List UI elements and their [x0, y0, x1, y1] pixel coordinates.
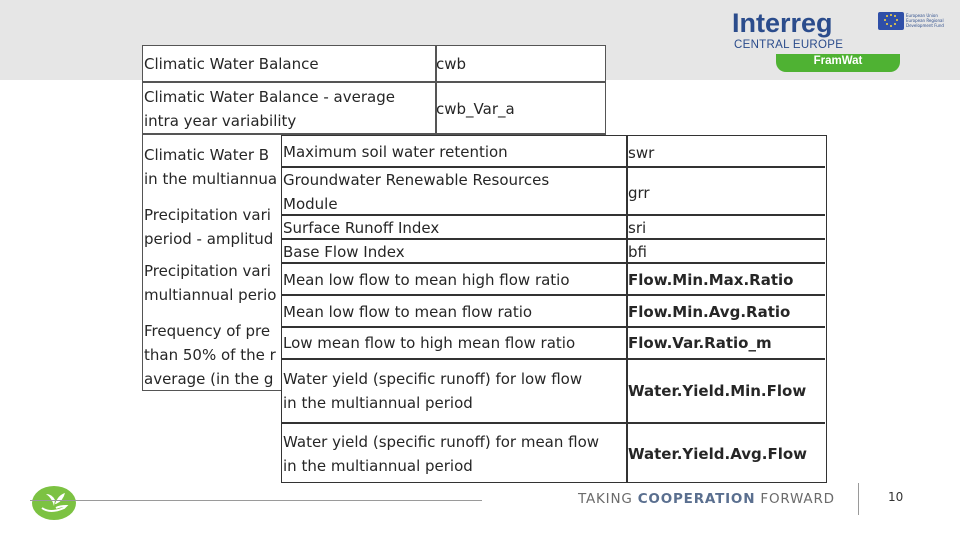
indicator-code: bfi	[628, 243, 647, 261]
back-partial-text: Precipitation vari	[144, 206, 271, 224]
eu-flag-icon	[878, 12, 904, 30]
page-number: 10	[888, 490, 904, 504]
front-table	[281, 135, 827, 483]
back-partial-text: in the multiannua	[144, 170, 278, 188]
back-partial-text: Precipitation vari	[144, 262, 271, 280]
indicator-code: Water.Yield.Avg.Flow	[628, 445, 808, 463]
back-row-name: intra year variability	[144, 112, 297, 130]
indicator-code: swr	[628, 144, 655, 162]
back-row-name: Climatic Water Balance	[144, 55, 319, 73]
back-partial-text: than 50% of the r	[144, 346, 276, 364]
footer-divider	[30, 500, 482, 501]
indicator-name: Water yield (specific runoff) for mean flow	[283, 433, 600, 451]
indicator-code: Flow.Min.Max.Ratio	[628, 271, 794, 289]
back-row-name: Climatic Water Balance - average	[144, 88, 395, 106]
back-row-code: cwb_Var_a	[436, 100, 515, 118]
logo-subtitle: CENTRAL EUROPE	[734, 39, 844, 51]
back-partial-text: Frequency of pre	[144, 322, 271, 340]
back-partial-text: period - amplitud	[144, 230, 274, 248]
back-partial-text: multiannual perio	[144, 286, 277, 304]
logo-eu-text: European Union European Regional Development Fund	[906, 13, 944, 28]
indicator-name: in the multiannual period	[283, 394, 473, 412]
indicator-code: Water.Yield.Min.Flow	[628, 382, 807, 400]
indicator-code: Flow.Var.Ratio_m	[628, 334, 772, 352]
indicator-name: Maximum soil water retention	[283, 143, 508, 161]
footer-tagline: TAKING COOPERATION FORWARD	[578, 491, 835, 507]
indicator-code: grr	[628, 184, 650, 202]
indicator-name: Module	[283, 195, 338, 213]
indicator-name: Groundwater Renewable Resources	[283, 171, 550, 189]
back-partial-text: average (in the g	[144, 370, 274, 388]
indicator-name: in the multiannual period	[283, 457, 473, 475]
indicator-name: Low mean flow to high mean flow ratio	[283, 334, 576, 352]
back-row-code: cwb	[436, 55, 467, 73]
indicator-code: Flow.Min.Avg.Ratio	[628, 303, 791, 321]
indicator-name: Surface Runoff Index	[283, 219, 440, 237]
interreg-logo	[732, 8, 944, 72]
indicator-name: Mean low flow to mean flow ratio	[283, 303, 533, 321]
indicator-name: Base Flow Index	[283, 243, 405, 261]
logo-wordmark: Interreg	[732, 8, 833, 38]
project-name: FramWat	[813, 55, 863, 67]
indicator-name: Water yield (specific runoff) for low flow	[283, 370, 583, 388]
indicator-code: sri	[628, 219, 647, 237]
back-partial-text: Climatic Water B	[144, 146, 270, 164]
indicator-name: Mean low flow to mean high flow ratio	[283, 271, 570, 289]
project-badge	[776, 54, 900, 72]
leaf-hand-icon	[30, 484, 78, 522]
